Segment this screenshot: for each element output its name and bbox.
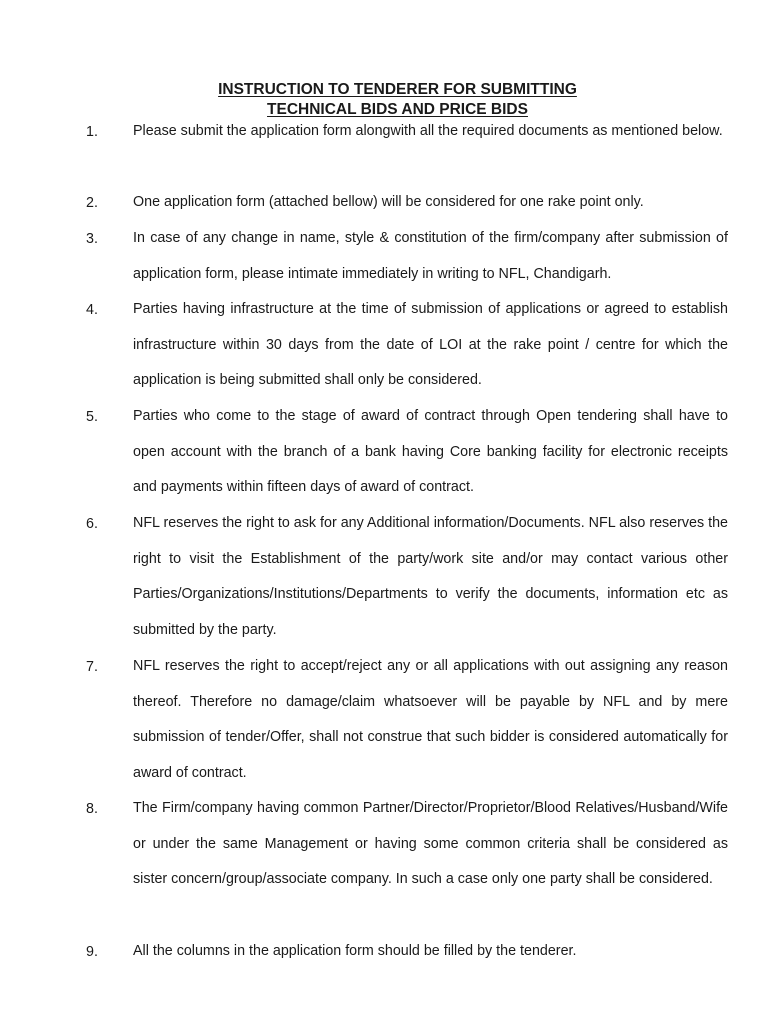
item-number: 1. bbox=[86, 124, 98, 140]
item-text: Parties having infrastructure at the time of submission of applications or agreed to establish infrastructure within 30 days from the date of LOI at the rake point / centre for which the application is being submitted shall only be considered. bbox=[133, 301, 728, 389]
item-text: NFL reserves the right to accept/reject any or all applications with out assigning any reason thereof. Therefore no damage/claim whatsoever will be payable by NFL and by mere submission of tender/Offer, shall not construe that such bidder is considered automatically for award of contract. bbox=[133, 658, 728, 782]
item-text: NFL reserves the right to ask for any Additional information/Documents. NFL also reserves the right to visit the Establishment of the party/work site and/or may contact various other Parties/Organizations/Institutions/Departments to verify the documents, information etc as submitted by the party. bbox=[133, 515, 728, 639]
item-number: 4. bbox=[86, 302, 98, 318]
item-number: 3. bbox=[86, 231, 98, 247]
item-number: 8. bbox=[86, 801, 98, 817]
item-text: In case of any change in name, style & constitution of the firm/company after submission of application form, please intimate immediately in writing to NFL, Chandigarh. bbox=[133, 230, 728, 282]
item-number: 7. bbox=[86, 659, 98, 675]
item-text: The Firm/company having common Partner/Director/Proprietor/Blood Relatives/Husband/Wife or under the same Management or having some common criteria shall be considered as sister concern/group/associate company. In such a case only one party shall be considered. bbox=[133, 800, 728, 888]
item-text: Please submit the application form alongwith all the required documents as mentioned below. bbox=[133, 123, 723, 139]
item-number: 9. bbox=[86, 944, 98, 960]
item-number: 6. bbox=[86, 516, 98, 532]
item-number: 2. bbox=[86, 195, 98, 211]
item-text: All the columns in the application form should be filled by the tenderer. bbox=[133, 943, 577, 959]
item-number: 5. bbox=[86, 409, 98, 425]
document-title-line-2: TECHNICAL BIDS AND PRICE BIDS bbox=[267, 101, 528, 118]
document-title-line-1: INSTRUCTION TO TENDERER FOR SUBMITTING bbox=[218, 81, 577, 98]
item-text: One application form (attached bellow) will be considered for one rake point only. bbox=[133, 194, 644, 210]
item-text: Parties who come to the stage of award of contract through Open tendering shall have to open account with the branch of a bank having Core banking facility for electronic receipts and payments within fifteen days of award of contract. bbox=[133, 408, 728, 496]
